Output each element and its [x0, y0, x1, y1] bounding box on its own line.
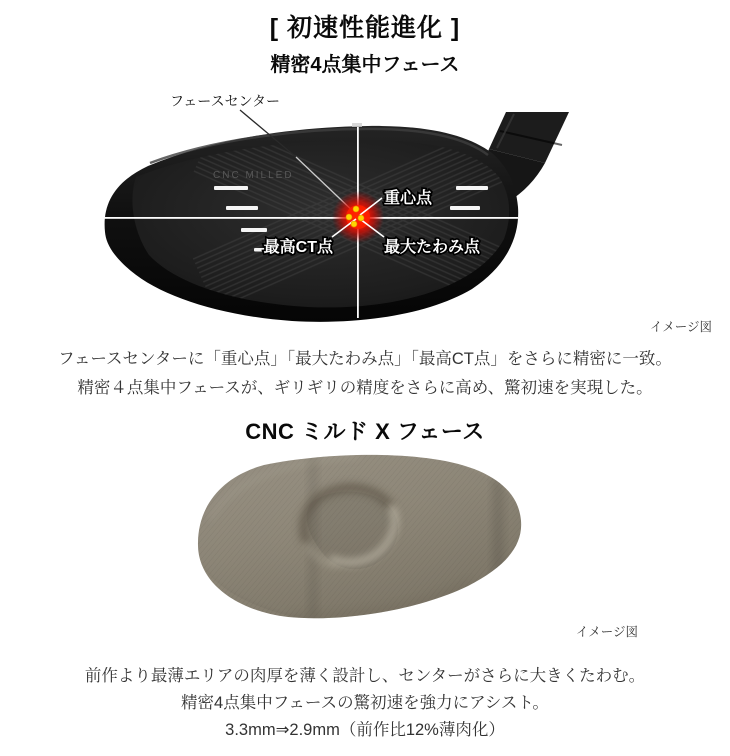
gravity-point-label: 重心点 [384, 190, 433, 207]
section1-body [0, 345, 730, 403]
body-line-1: 前作より最薄エリアの肉厚を薄く設計し、センターがさらに大きくたわむ。 [84, 667, 646, 685]
max-ct-point-label: 最高CT点 [263, 239, 333, 256]
body-line-2: 精密4点集中フェースの驚初速を強力にアシスト。 [181, 694, 549, 712]
image-caption-1: イメージ図 [649, 320, 712, 334]
face-center-label: フェースセンター [170, 93, 281, 109]
section2-title: CNC ミルド X フェース [245, 419, 485, 444]
body-line-1: フェースセンターに「重心点」「最大たわみ点」「最高CT点」をさらに精密に一致。 [58, 350, 672, 368]
section1-title: [ 初速性能進化 ] [269, 14, 461, 42]
max-deflection-point-label: 最大たわみ点 [384, 239, 481, 256]
face-insert-figure [0, 450, 730, 635]
sweet-spot-marker [332, 191, 384, 243]
face-insert-illustration [190, 450, 530, 630]
cnc-milled-engraving: CNC MILLED [213, 170, 294, 181]
section1-subtitle: 精密4点集中フェース [270, 54, 460, 76]
club-face-figure [0, 85, 730, 335]
body-line-2: 精密４点集中フェースが、ギリギリの精度をさらに高め、驚初速を実現した。 [77, 379, 653, 397]
image-caption-2: イメージ図 [575, 625, 638, 639]
section2-body [0, 663, 730, 744]
club-head-illustration [105, 119, 528, 321]
body-line-3: 3.3mm⇒2.9mm（前作比12%薄肉化） [225, 721, 505, 739]
